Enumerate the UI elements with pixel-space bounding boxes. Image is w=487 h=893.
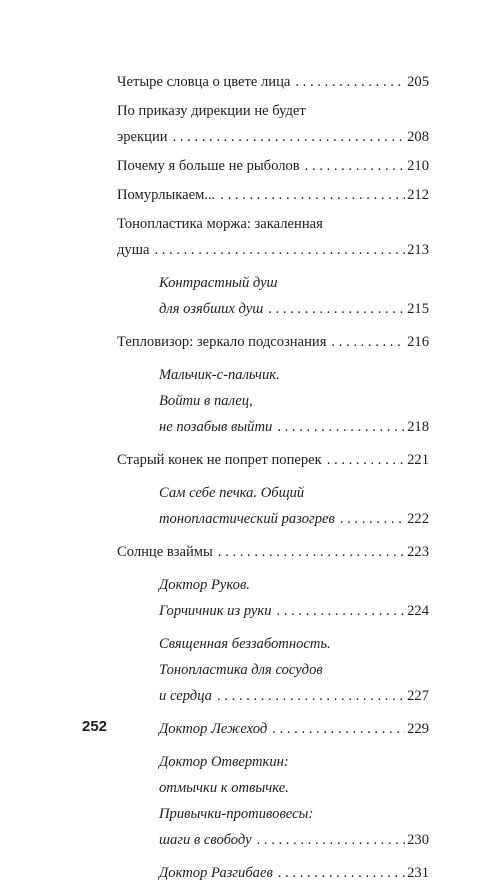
toc-page-ref: 210 xyxy=(407,158,429,174)
dot-leader xyxy=(173,124,406,150)
toc-entry-title-line: для озябших душ xyxy=(159,301,264,317)
toc-page-ref: 212 xyxy=(407,187,429,203)
toc-page-ref: 216 xyxy=(407,334,429,350)
dot-leader xyxy=(218,539,405,565)
toc-entry-title-line: Тепловизор: зеркало подсознания xyxy=(117,334,327,350)
toc-entry-last-line xyxy=(159,296,429,322)
toc-entry-title-line: тонопластический разогрев xyxy=(159,511,335,527)
toc-entry-title-line: отмычки к отвычке. xyxy=(159,780,289,796)
table-of-contents xyxy=(117,69,429,893)
toc-subentry xyxy=(117,716,429,742)
toc-page-ref: 223 xyxy=(407,544,429,560)
dot-leader xyxy=(295,69,405,95)
dot-leader xyxy=(278,860,405,886)
toc-page-ref: 213 xyxy=(407,242,429,258)
toc-entry-title-line: Четыре словца о цвете лица xyxy=(117,74,291,90)
toc-entry-title-line: и сердца xyxy=(159,688,212,704)
dot-leader xyxy=(340,506,405,532)
toc-entry-title-line: Доктор Отверткин: xyxy=(159,754,289,770)
dot-leader xyxy=(220,182,405,208)
toc-page-ref: 208 xyxy=(407,129,429,145)
toc-page-ref: 227 xyxy=(407,688,429,704)
toc-entry-title-line: эрекции xyxy=(117,129,168,145)
toc-entry-title-line: Тонопластика для сосудов xyxy=(159,662,323,678)
toc-subentry xyxy=(117,860,429,886)
toc-entry-title-line: не позабыв выйти xyxy=(159,419,273,435)
toc-entry-title-line: Тонопластика моржа: закаленная xyxy=(117,216,323,232)
toc-entry-title-line: Доктор Лежеход xyxy=(159,721,268,737)
toc-entry-title-line: Солнце взаймы xyxy=(117,544,213,560)
toc-page-ref: 230 xyxy=(407,832,429,848)
toc-subentry xyxy=(117,270,429,322)
dot-leader xyxy=(331,329,405,355)
toc-entry-last-line xyxy=(117,69,429,95)
toc-entry-last-line xyxy=(117,182,429,208)
toc-entry-last-line xyxy=(159,506,429,532)
toc-page-ref: 231 xyxy=(407,865,429,881)
dot-leader xyxy=(154,237,405,263)
dot-leader xyxy=(327,447,405,473)
toc-page-ref: 218 xyxy=(407,419,429,435)
dot-leader xyxy=(268,296,405,322)
toc-page-ref: 205 xyxy=(407,74,429,90)
dot-leader xyxy=(217,683,405,709)
toc-entry-last-line xyxy=(117,153,429,179)
toc-entry-last-line xyxy=(159,598,429,624)
toc-entry-last-line xyxy=(159,827,429,853)
page-number: 252 xyxy=(82,718,108,735)
toc-entry xyxy=(117,211,429,263)
toc-page-ref: 229 xyxy=(407,721,429,737)
toc-entry-title-line: Контрастный душ xyxy=(159,275,278,291)
toc-entry-title-line: Привычки-противовесы: xyxy=(159,806,314,822)
toc-entry-last-line xyxy=(159,716,429,742)
toc-entry-title-line: Помурлыкаем... xyxy=(117,187,216,203)
toc-entry-last-line xyxy=(117,539,429,565)
toc-entry-title-line: Доктор Разгибаев xyxy=(159,865,273,881)
toc-entry-title-line: шаги в свободу xyxy=(159,832,252,848)
toc-entry-title-line: Войти в палец, xyxy=(159,393,253,409)
toc-entry-title-line: Сам себе печка. Общий xyxy=(159,485,305,501)
toc-entry-title-line: Горчичник из руки xyxy=(159,603,272,619)
dot-leader xyxy=(257,827,406,853)
toc-entry-last-line xyxy=(159,414,429,440)
toc-entry-title-line: душа xyxy=(117,242,150,258)
toc-entry-last-line xyxy=(117,447,429,473)
dot-leader xyxy=(272,716,405,742)
toc-page-ref: 215 xyxy=(407,301,429,317)
toc-page-ref: 222 xyxy=(407,511,429,527)
toc-entry-title-line: Почему я больше не рыболов xyxy=(117,158,300,174)
toc-subentry xyxy=(117,631,429,709)
dot-leader xyxy=(277,598,406,624)
toc-entry xyxy=(117,447,429,473)
toc-page-ref: 224 xyxy=(407,603,429,619)
toc-entry-last-line xyxy=(117,237,429,263)
toc-entry-title-line: По приказу дирекции не будет xyxy=(117,103,306,119)
toc-entry-title-line: Мальчик-с-пальчик. xyxy=(159,367,280,383)
toc-entry xyxy=(117,182,429,208)
toc-entry-title-line: Старый конек не попрет поперек xyxy=(117,452,322,468)
toc-entry-last-line xyxy=(117,124,429,150)
toc-entry-title-line: Священная беззаботность. xyxy=(159,636,331,652)
toc-entry xyxy=(117,153,429,179)
toc-entry xyxy=(117,329,429,355)
dot-leader xyxy=(277,414,405,440)
toc-entry-last-line xyxy=(117,329,429,355)
toc-page-ref: 221 xyxy=(407,452,429,468)
dot-leader xyxy=(305,153,405,179)
toc-entry xyxy=(117,69,429,95)
toc-subentry xyxy=(117,572,429,624)
toc-entry xyxy=(117,98,429,150)
toc-entry-last-line xyxy=(159,860,429,886)
toc-entry-title-line: Доктор Руков. xyxy=(159,577,250,593)
toc-entry-last-line xyxy=(159,683,429,709)
toc-entry xyxy=(117,539,429,565)
toc-subentry xyxy=(117,480,429,532)
toc-subentry xyxy=(117,362,429,440)
toc-subentry xyxy=(117,749,429,853)
